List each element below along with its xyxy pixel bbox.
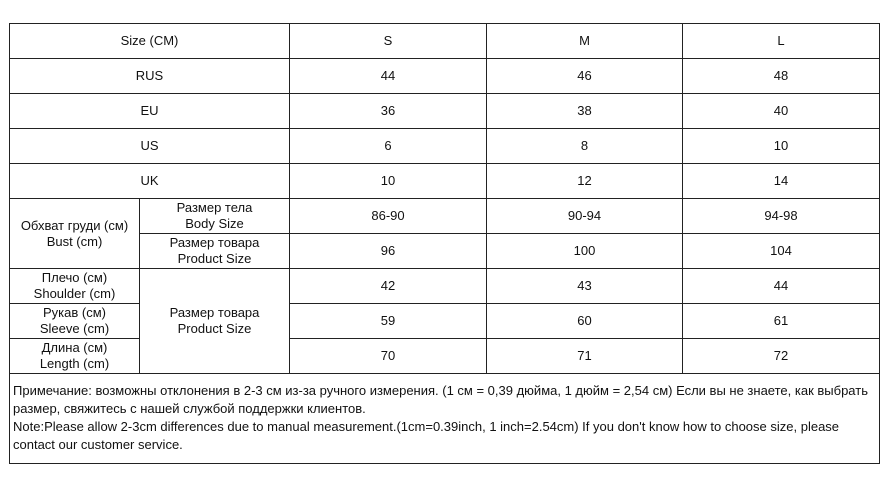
cell-sleeve-m: 60 [487,304,683,339]
table-row-eu [10,94,880,129]
row-label-rus: RUS [10,59,290,94]
cell-bust-body-s: 86-90 [290,199,487,234]
cell-rus-m: 46 [487,59,683,94]
length-label-ru: Длина (см) [41,340,108,355]
size-header-label: Size (CM) [10,24,290,59]
cell-length-s: 70 [290,339,487,374]
sleeve-label-en: Sleeve (cm) [39,321,110,336]
cell-length-l: 72 [683,339,880,374]
shoulder-label [10,269,140,304]
cell-shoulder-m: 43 [487,269,683,304]
cell-uk-m: 12 [487,164,683,199]
note-en: Note:Please allow 2-3cm differences due to manual measurement.(1cm=0.39inch, 1 inch=2.54cm) If you don't know how to choose size, please contact our customer service. [13,419,840,452]
cell-us-m: 8 [487,129,683,164]
product-group-label-ru: Размер товара [169,305,260,320]
note-row [10,374,880,464]
cell-bust-body-m: 90-94 [487,199,683,234]
cell-bust-product-s: 96 [290,234,487,269]
header-row [10,24,880,59]
note-ru: Примечание: возможны отклонения в 2-3 см из-за ручного измерения. (1 см = 0,39 дюйма, 1 дюйм = 2,54 см) Если вы не знаете, как выбрать размер, свяжитесь с нашей службой поддержки клиентов. [13,383,868,416]
size-chart [9,23,879,464]
sleeve-label-ru: Рукав (см) [43,305,106,320]
size-header-s: S [290,24,487,59]
cell-rus-s: 44 [290,59,487,94]
table-row-rus [10,59,880,94]
table-row-uk [10,164,880,199]
cell-eu-s: 36 [290,94,487,129]
shoulder-label-ru: Плечо (см) [41,270,108,285]
size-header-m: M [487,24,683,59]
sleeve-label [10,304,140,339]
table-row-shoulder [10,269,880,304]
note-cell [10,374,880,464]
size-table [9,23,880,464]
cell-sleeve-l: 61 [683,304,880,339]
product-group-label-en: Product Size [177,321,252,336]
cell-eu-l: 40 [683,94,880,129]
bust-product-label-en: Product Size [177,251,252,266]
cell-eu-m: 38 [487,94,683,129]
bust-product-label-ru: Размер товара [169,235,260,250]
length-label-en: Length (cm) [39,356,110,371]
cell-rus-l: 48 [683,59,880,94]
body-size-label-en: Body Size [185,216,244,231]
bust-product-size-label [140,234,290,269]
table-row-bust-product [10,234,880,269]
cell-uk-l: 14 [683,164,880,199]
cell-shoulder-s: 42 [290,269,487,304]
bust-group-label [10,199,140,269]
row-label-eu: EU [10,94,290,129]
cell-sleeve-s: 59 [290,304,487,339]
bust-label-en: Bust (cm) [46,233,103,249]
body-size-label-ru: Размер тела [176,200,253,215]
cell-bust-product-m: 100 [487,234,683,269]
shoulder-label-en: Shoulder (cm) [33,286,116,301]
size-header-l: L [683,24,880,59]
cell-length-m: 71 [487,339,683,374]
bust-label-ru: Обхват груди (см) [20,217,129,233]
cell-shoulder-l: 44 [683,269,880,304]
table-row-us [10,129,880,164]
cell-uk-s: 10 [290,164,487,199]
cell-us-s: 6 [290,129,487,164]
row-label-us: US [10,129,290,164]
table-row-bust-body [10,199,880,234]
cell-us-l: 10 [683,129,880,164]
cell-bust-product-l: 104 [683,234,880,269]
row-label-uk: UK [10,164,290,199]
product-group-label [140,269,290,374]
length-label [10,339,140,374]
body-size-label [140,199,290,234]
cell-bust-body-l: 94-98 [683,199,880,234]
